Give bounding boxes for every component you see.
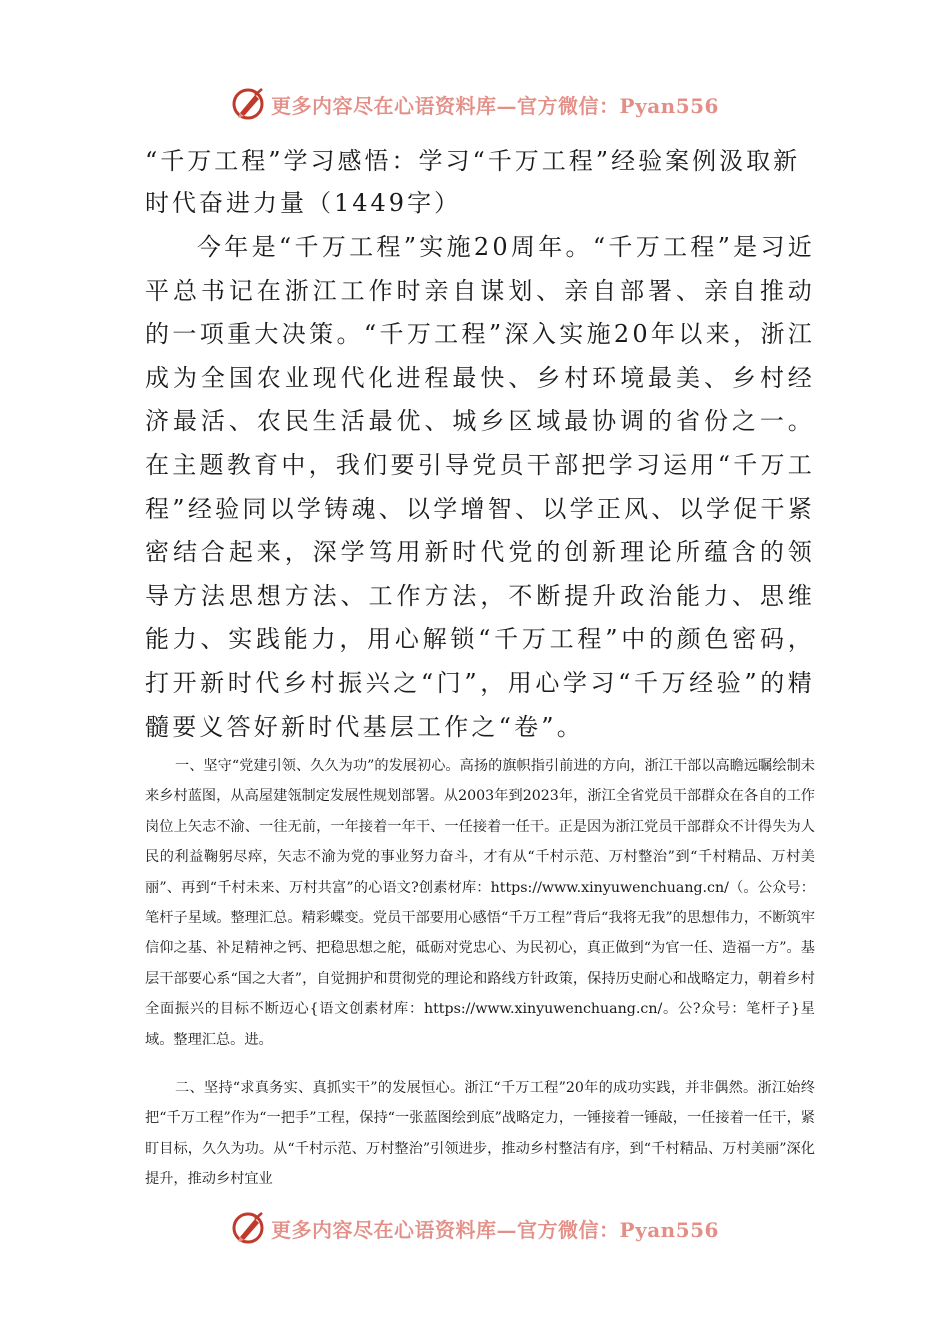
header-watermark-banner xyxy=(0,84,950,124)
body-paragraph-1: 一、坚守“党建引领、久久为功”的发展初心。高扬的旗帜指引前进的方向，浙江干部以高瞻远瞩绘制未来乡村蓝图，从高屋建瓴制定发展性规划部署。从2003年到2023年，浙江全省党员干部群众在各自的工作岗位上矢志不渝、一往无前，一年接着一年干、一任接着一任干。正是因为浙江党员干部群众不计得失为人民的利益鞠躬尽瘁，矢志不渝为党的事业努力奋斗，才有从“千村示范、万村整治”到“千村精品、万村美丽”、再到“千村未来、万村共富”的心语文?创素材库：https://www.xinyuwenchuang.cn/（。公众号：笔杆子星域。整理汇总。精彩蝶变。党员干部要用心感悟“千万工程”背后“我将无我”的思想伟力，不断筑牢信仰之基、补足精神之钙、把稳思想之舵，砥砺对党忠心、为民初心，真正做到“为官一任、造福一方”。基层干部要心系“国之大者”，自觉拥护和贯彻党的理论和路线方针政策，保持历史耐心和战略定力，朝着乡村全面振兴的目标不断迈心{语文创素材库：https://www.xinyuwenchuang.cn/。公?众号：笔杆子}星域。整理汇总。进。 xyxy=(145,758,815,1048)
watermark-text: 更多内容尽在心语资料库—官方微信：Pyan556 xyxy=(271,1217,719,1242)
body-paragraph-2: 二、坚持“求真务实、真抓实干”的发展恒心。浙江“千万工程”20年的成功实践，并非偶然。浙江始终把“千万工程”作为“一把手”工程，保持“一张蓝图绘到底”战略定力，一锤接着一锤敲，一任接着一任干，紧盯目标，久久为功。从“千村示范、万村整治”引领进步，推动乡村整洁有序，到“千村精品、万村美丽”深化提升，推动乡村宜业 xyxy=(145,1080,815,1188)
pen-nib-logo-icon xyxy=(231,1210,267,1246)
watermark-text: 更多内容尽在心语资料库—官方微信：Pyan556 xyxy=(271,93,719,118)
footer-watermark-banner xyxy=(0,1208,950,1248)
document-title: “千万工程”学习感悟：学习“千万工程”经验案例汲取新时代奋进力量（1449字） xyxy=(145,147,801,217)
pen-nib-logo-icon xyxy=(231,86,267,122)
intro-paragraph: 今年是“千万工程”实施20周年。“千万工程”是习近平总书记在浙江工作时亲自谋划、亲自部署、亲自推动的一项重大决策。“千万工程”深入实施20年以来，浙江成为全国农业现代化进程最快、乡村环境最美、乡村经济最活、农民生活最优、城乡区域最协调的省份之一。在主题教育中，我们要引导党员干部把学习运用“千万工程”经验同以学铸魂、以学增智、以学正风、以学促干紧密结合起来，深学笃用新时代党的创新理论所蕴含的领导方法思想方法、工作方法，不断提升政治能力、思维能力、实践能力，用心解锁“千万工程”中的颜色密码，打开新时代乡村振兴之“门”，用心学习“千万经验”的精髓要义答好新时代基层工作之“卷”。 xyxy=(145,233,815,741)
